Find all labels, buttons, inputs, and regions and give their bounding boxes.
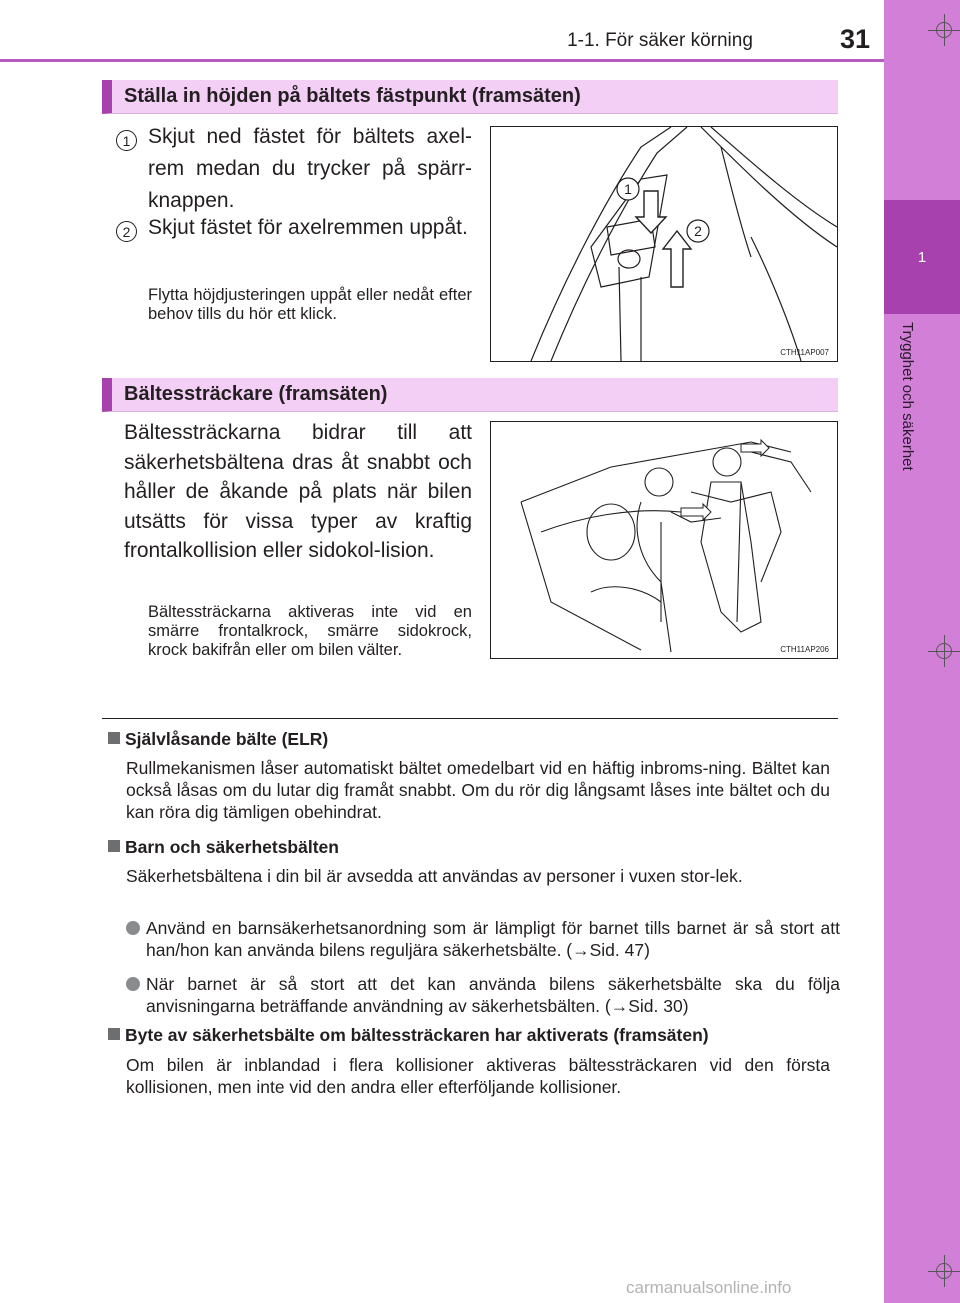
step-number: 2 xyxy=(116,221,137,242)
crop-mark-circle xyxy=(936,22,952,38)
info-heading xyxy=(108,1025,709,1046)
step-text: Skjut ned fästet för bältets axel-rem medan du trycker på spärr-knappen. xyxy=(148,125,472,212)
body-paragraph: Bältessträckarna bidrar till att säkerhetsbältena dras åt snabbt och håller de åkande på plats när bilen utsätts för vissa typer av kraftig frontalkollision eller sidokol-lision. xyxy=(124,421,472,562)
square-bullet-icon xyxy=(108,1028,120,1040)
list-item xyxy=(126,973,840,1017)
info-heading xyxy=(108,729,328,750)
bullet-text: Använd en barnsäkerhetsanordning som är lämpligt för barnet tills barnet är så stort att han/hon kan använda bilens reguljära säkerhetsbälte. ( xyxy=(146,918,840,960)
round-bullet-icon xyxy=(126,921,140,935)
figure-id: CTH11AP206 xyxy=(780,645,829,654)
bullet-text: När barnet är så stort att det kan använda bilens säkerhetsbälte ska du följa anvisningarna beträffande användning av säkerhetsbälten. ( xyxy=(146,974,840,1016)
chapter-title-tab xyxy=(878,322,928,552)
info-heading xyxy=(108,837,339,858)
square-bullet-icon xyxy=(108,732,120,744)
crop-mark-circle xyxy=(936,643,952,659)
seatbelt-anchor-illustration xyxy=(491,127,837,361)
info-title: Barn och säkerhetsbälten xyxy=(125,837,339,857)
figure-callout-1: 1 xyxy=(624,181,632,197)
step-number: 1 xyxy=(116,130,137,151)
figure-callout-2: 2 xyxy=(694,223,702,239)
chapter-title: Trygghet och säkerhet xyxy=(899,322,916,471)
page-number: 31 xyxy=(839,24,870,54)
page-reference-link[interactable]: →Sid. 30 xyxy=(610,996,683,1016)
section-title: Ställa in höjden på bältets fästpunkt (framsäten) xyxy=(124,85,581,107)
divider xyxy=(102,718,838,719)
round-bullet-icon xyxy=(126,977,140,991)
header-rule xyxy=(0,59,884,62)
list-item xyxy=(126,917,840,961)
step-text: Skjut fästet för axelremmen uppåt. xyxy=(148,216,468,239)
pretensioner-illustration xyxy=(491,422,837,658)
bullet-text-close: ) xyxy=(682,996,689,1016)
info-title: Självlåsande bälte (ELR) xyxy=(125,729,329,749)
crop-mark-circle xyxy=(936,1263,952,1279)
page-reference-link[interactable]: →Sid. 47 xyxy=(572,940,645,960)
section-heading xyxy=(102,378,838,412)
watermark: carmanualsonline.info xyxy=(626,1278,792,1297)
square-bullet-icon xyxy=(108,840,120,852)
figure-id: CTH11AP007 xyxy=(780,348,829,357)
info-text: Om bilen är inblandad i flera kollisioner aktiveras bältessträckaren vid den första kollisionen, men inte vid den andra eller efterföljande kollisioner. xyxy=(126,1055,830,1097)
running-header-section: 1-1. För säker körning xyxy=(567,30,753,51)
note-text: Flytta höjdjusteringen uppåt eller nedåt efter behov tills du hör ett klick. xyxy=(148,286,472,323)
section-heading-anchor-height xyxy=(102,80,838,114)
note-text: Bältessträckarna aktiveras inte vid en smärre frontalkrock, smärre sidokrock, krock bakifrån eller om bilen välter. xyxy=(148,603,472,659)
chapter-number-tab xyxy=(884,200,960,314)
bullet-text-close: ) xyxy=(644,940,650,960)
pretensioner-figure xyxy=(490,421,838,659)
chapter-number: 1 xyxy=(917,248,927,266)
section-title: Bältessträckare (framsäten) xyxy=(124,383,388,405)
info-text: Säkerhetsbältena i din bil är avsedda att användas av personer i vuxen stor-lek. xyxy=(126,866,743,886)
seatbelt-anchor-figure xyxy=(490,126,838,362)
info-title: Byte av säkerhetsbälte om bältessträckaren har aktiverats (framsäten) xyxy=(125,1025,709,1045)
info-text: Rullmekanismen låser automatiskt bältet omedelbart vid en häftig inbroms-ning. Bältet kan också låsas om du lutar dig framåt snabbt. Om du rör dig långsamt låses inte bältet och du kan röra dig tämligen obehindrat. xyxy=(126,758,830,822)
